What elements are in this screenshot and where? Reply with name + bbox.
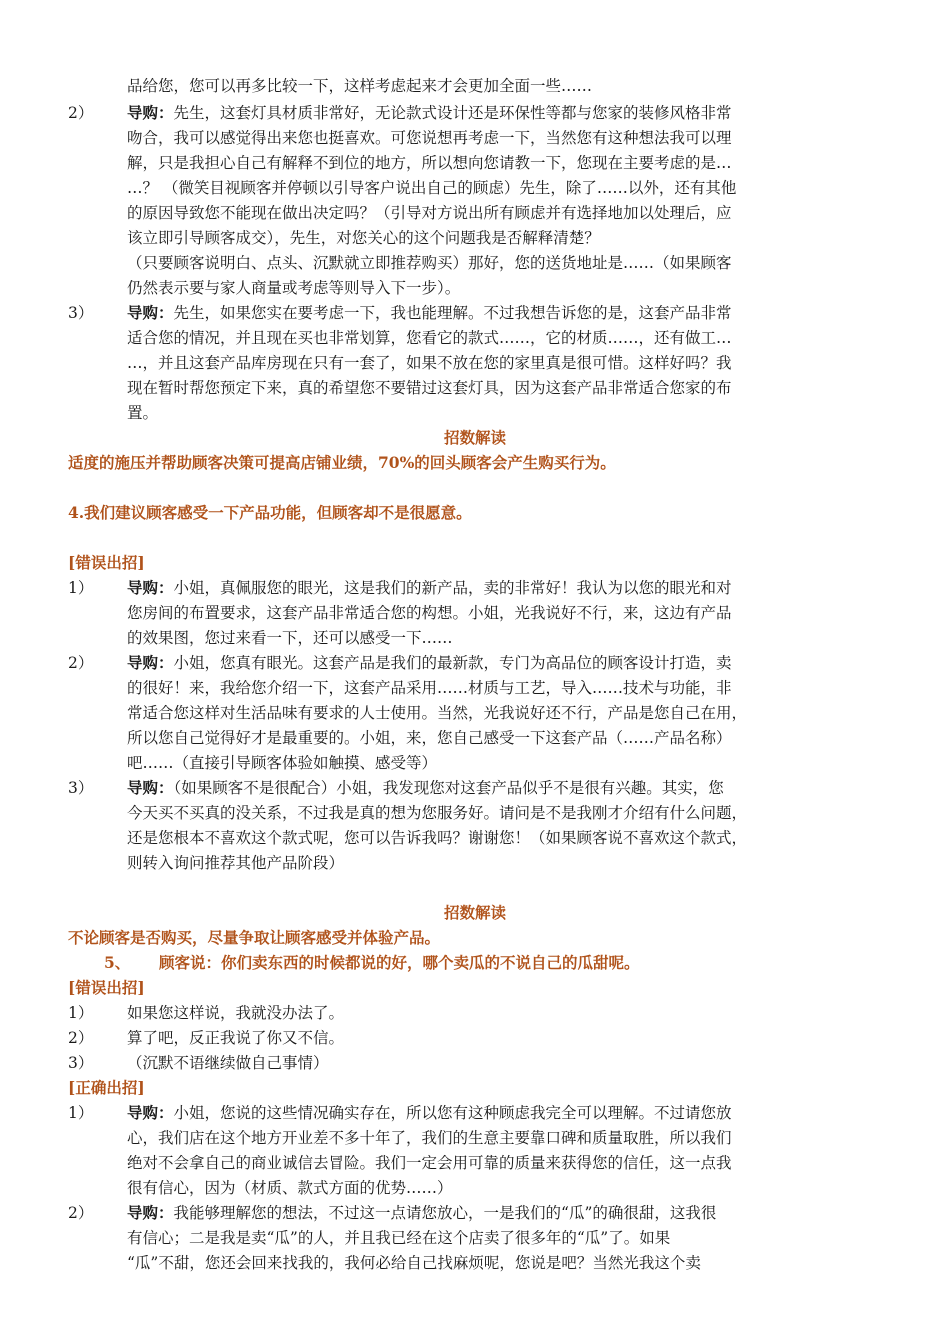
paragraph-line: 则转入询问推荐其他产品阶段） bbox=[127, 854, 345, 872]
paragraph-line bbox=[127, 1201, 716, 1225]
list-number: 2） bbox=[68, 654, 94, 672]
list-number: 2） bbox=[68, 1029, 94, 1047]
wrong-move-label: [错误出招] bbox=[68, 978, 145, 997]
section-summary: 不论顾客是否购买，尽量争取让顾客感受并体验产品。 bbox=[68, 928, 441, 947]
paragraph-line: 的原因导致您不能现在做出决定吗？（引导对方说出所有顾虑并有选择地加以处理后，应 bbox=[127, 204, 732, 222]
section-title: 招数解读 bbox=[443, 428, 506, 447]
right-move-label: [正确出招] bbox=[68, 1078, 145, 1097]
paragraph-line: 该立即引导顾客成交），先生，对您关心的这个问题我是否解释清楚？ bbox=[127, 229, 600, 247]
speaker-label: 导购： bbox=[127, 1103, 174, 1122]
paragraph-line bbox=[127, 301, 732, 325]
section-heading: 顾客说：你们卖东西的时候都说的好，哪个卖瓜的不说自己的瓜甜呢。 bbox=[159, 953, 640, 972]
list-number: 3） bbox=[68, 304, 94, 322]
paragraph-line: 所以您自己觉得好才是最重要的。小姐，来，您自己感受一下这套产品（……产品名称） bbox=[127, 729, 732, 747]
paragraph-line: 您房间的布置要求，这套产品非常适合您的构想。小姐，光我说好不行，来，这边有产品 bbox=[127, 604, 732, 622]
list-number: 2） bbox=[68, 104, 94, 122]
wrong-move-label: [错误出招] bbox=[68, 553, 145, 572]
paragraph-line bbox=[127, 1101, 732, 1125]
list-number: 1） bbox=[68, 1004, 94, 1022]
list-number: 2） bbox=[68, 1204, 94, 1222]
paragraph-line: （只要顾客说明白、点头、沉默就立即推荐购买）那好，您的送货地址是……（如果顾客 bbox=[127, 254, 732, 272]
paragraph-line: 的效果图，您过来看一下，还可以感受一下…… bbox=[127, 629, 453, 647]
paragraph-line: 算了吧，反正我说了你又不信。 bbox=[127, 1029, 345, 1047]
paragraph-line: 现在暂时帮您预定下来，真的希望您不要错过这套灯具，因为这套产品非常适合您家的布 bbox=[127, 379, 732, 397]
paragraph-line: （沉默不语继续做自己事情） bbox=[127, 1054, 329, 1072]
list-number: 3） bbox=[68, 1054, 94, 1072]
paragraph-line bbox=[127, 101, 732, 125]
paragraph-line bbox=[127, 776, 724, 800]
speaker-label: 导购： bbox=[127, 303, 174, 322]
paragraph-line: 今天买不买真的没关系，不过我是真的想为您服务好。请问是不是我刚才介绍有什么问题， bbox=[127, 804, 748, 822]
paragraph-line: 的很好！来，我给您介绍一下，这套产品采用……材质与工艺，导入……技术与功能，非 bbox=[127, 679, 732, 697]
paragraph-line: 很有信心，因为（材质、款式方面的优势……） bbox=[127, 1179, 453, 1197]
list-number: 1） bbox=[68, 579, 94, 597]
paragraph-line: 有信心；二是我是卖“瓜”的人，并且我已经在这个店卖了很多年的“瓜”了。如果 bbox=[127, 1229, 671, 1247]
paragraph-line: 绝对不会拿自己的商业诚信去冒险。我们一定会用可靠的质量来获得您的信任，这一点我 bbox=[127, 1154, 732, 1172]
paragraph-text: 我能够理解您的想法，不过这一点请您放心，一是我们的“瓜”的确很甜，这我很 bbox=[173, 1204, 717, 1222]
paragraph-line: …？ （微笑目视顾客并停顿以引导客户说出自己的顾虑）先生，除了……以外，还有其他 bbox=[127, 179, 737, 197]
speaker-label: 导购： bbox=[127, 653, 174, 672]
paragraph-text: 小姐，您真有眼光。这套产品是我们的最新款，专门为高品位的顾客设计打造，卖 bbox=[173, 654, 732, 672]
section-number: 5、 bbox=[104, 953, 131, 972]
list-number: 1） bbox=[68, 1104, 94, 1122]
paragraph-text: （如果顾客不是很配合）小姐，我发现您对这套产品似乎不是很有兴趣。其实，您 bbox=[173, 779, 724, 797]
paragraph-line: 仍然表示要与家人商量或考虑等则导入下一步）。 bbox=[127, 279, 461, 297]
paragraph-line bbox=[127, 651, 732, 675]
paragraph-line bbox=[127, 576, 732, 600]
paragraph-line: 心，我们店在这个地方开业差不多十年了，我们的生意主要靠口碑和质量取胜，所以我们 bbox=[127, 1129, 732, 1147]
paragraph-text: 先生，这套灯具材质非常好，无论款式设计还是环保性等都与您家的装修风格非常 bbox=[173, 104, 732, 122]
section-title: 招数解读 bbox=[443, 903, 506, 922]
paragraph-line: 置。 bbox=[127, 404, 159, 422]
paragraph-line: 吻合，我可以感觉得出来您也挺喜欢。可您说想再考虑一下，当然您有这种想法我可以理 bbox=[127, 129, 732, 147]
paragraph-text: 小姐，真佩服您的眼光，这是我们的新产品，卖的非常好！我认为以您的眼光和对 bbox=[173, 579, 732, 597]
section-heading: 4.我们建议顾客感受一下产品功能，但顾客却不是很愿意。 bbox=[68, 503, 472, 522]
paragraph-line: 适合您的情况，并且现在买也非常划算，您看它的款式……，它的材质……，还有做工… bbox=[127, 329, 732, 347]
paragraph-line: 吧……（直接引导顾客体验如触摸、感受等） bbox=[127, 754, 438, 772]
paragraph-line: “瓜”不甜，您还会回来找我的，我何必给自己找麻烦呢，您说是吧？当然光我这个卖 bbox=[127, 1254, 701, 1272]
list-number: 3） bbox=[68, 779, 94, 797]
paragraph-line: 如果您这样说，我就没办法了。 bbox=[127, 1004, 345, 1022]
speaker-label: 导购： bbox=[127, 578, 174, 597]
speaker-label: 导购： bbox=[127, 778, 174, 797]
section-summary: 适度的施压并帮助顾客决策可提高店铺业绩，70%的回头顾客会产生购买行为。 bbox=[68, 453, 616, 472]
speaker-label: 导购： bbox=[127, 103, 174, 122]
paragraph-text: 先生，如果您实在要考虑一下，我也能理解。不过我想告诉您的是，这套产品非常 bbox=[173, 304, 732, 322]
paragraph-line: …，并且这套产品库房现在只有一套了，如果不放在您的家里真是很可惜。这样好吗？我 bbox=[127, 354, 732, 372]
paragraph-line: 解，只是我担心自己有解释不到位的地方，所以想向您请教一下，您现在主要考虑的是… bbox=[127, 154, 732, 172]
paragraph-text: 小姐，您说的这些情况确实存在，所以您有这种顾虑我完全可以理解。不过请您放 bbox=[173, 1104, 732, 1122]
speaker-label: 导购： bbox=[127, 1203, 174, 1222]
paragraph-line: 常适合您这样对生活品味有要求的人士使用。当然，光我说好还不行，产品是您自己在用， bbox=[127, 704, 748, 722]
paragraph-line: 品给您，您可以再多比较一下，这样考虑起来才会更加全面一些…… bbox=[127, 77, 593, 95]
paragraph-line: 还是您根本不喜欢这个款式呢，您可以告诉我吗？谢谢您！（如果顾客说不喜欢这个款式， bbox=[127, 829, 748, 847]
